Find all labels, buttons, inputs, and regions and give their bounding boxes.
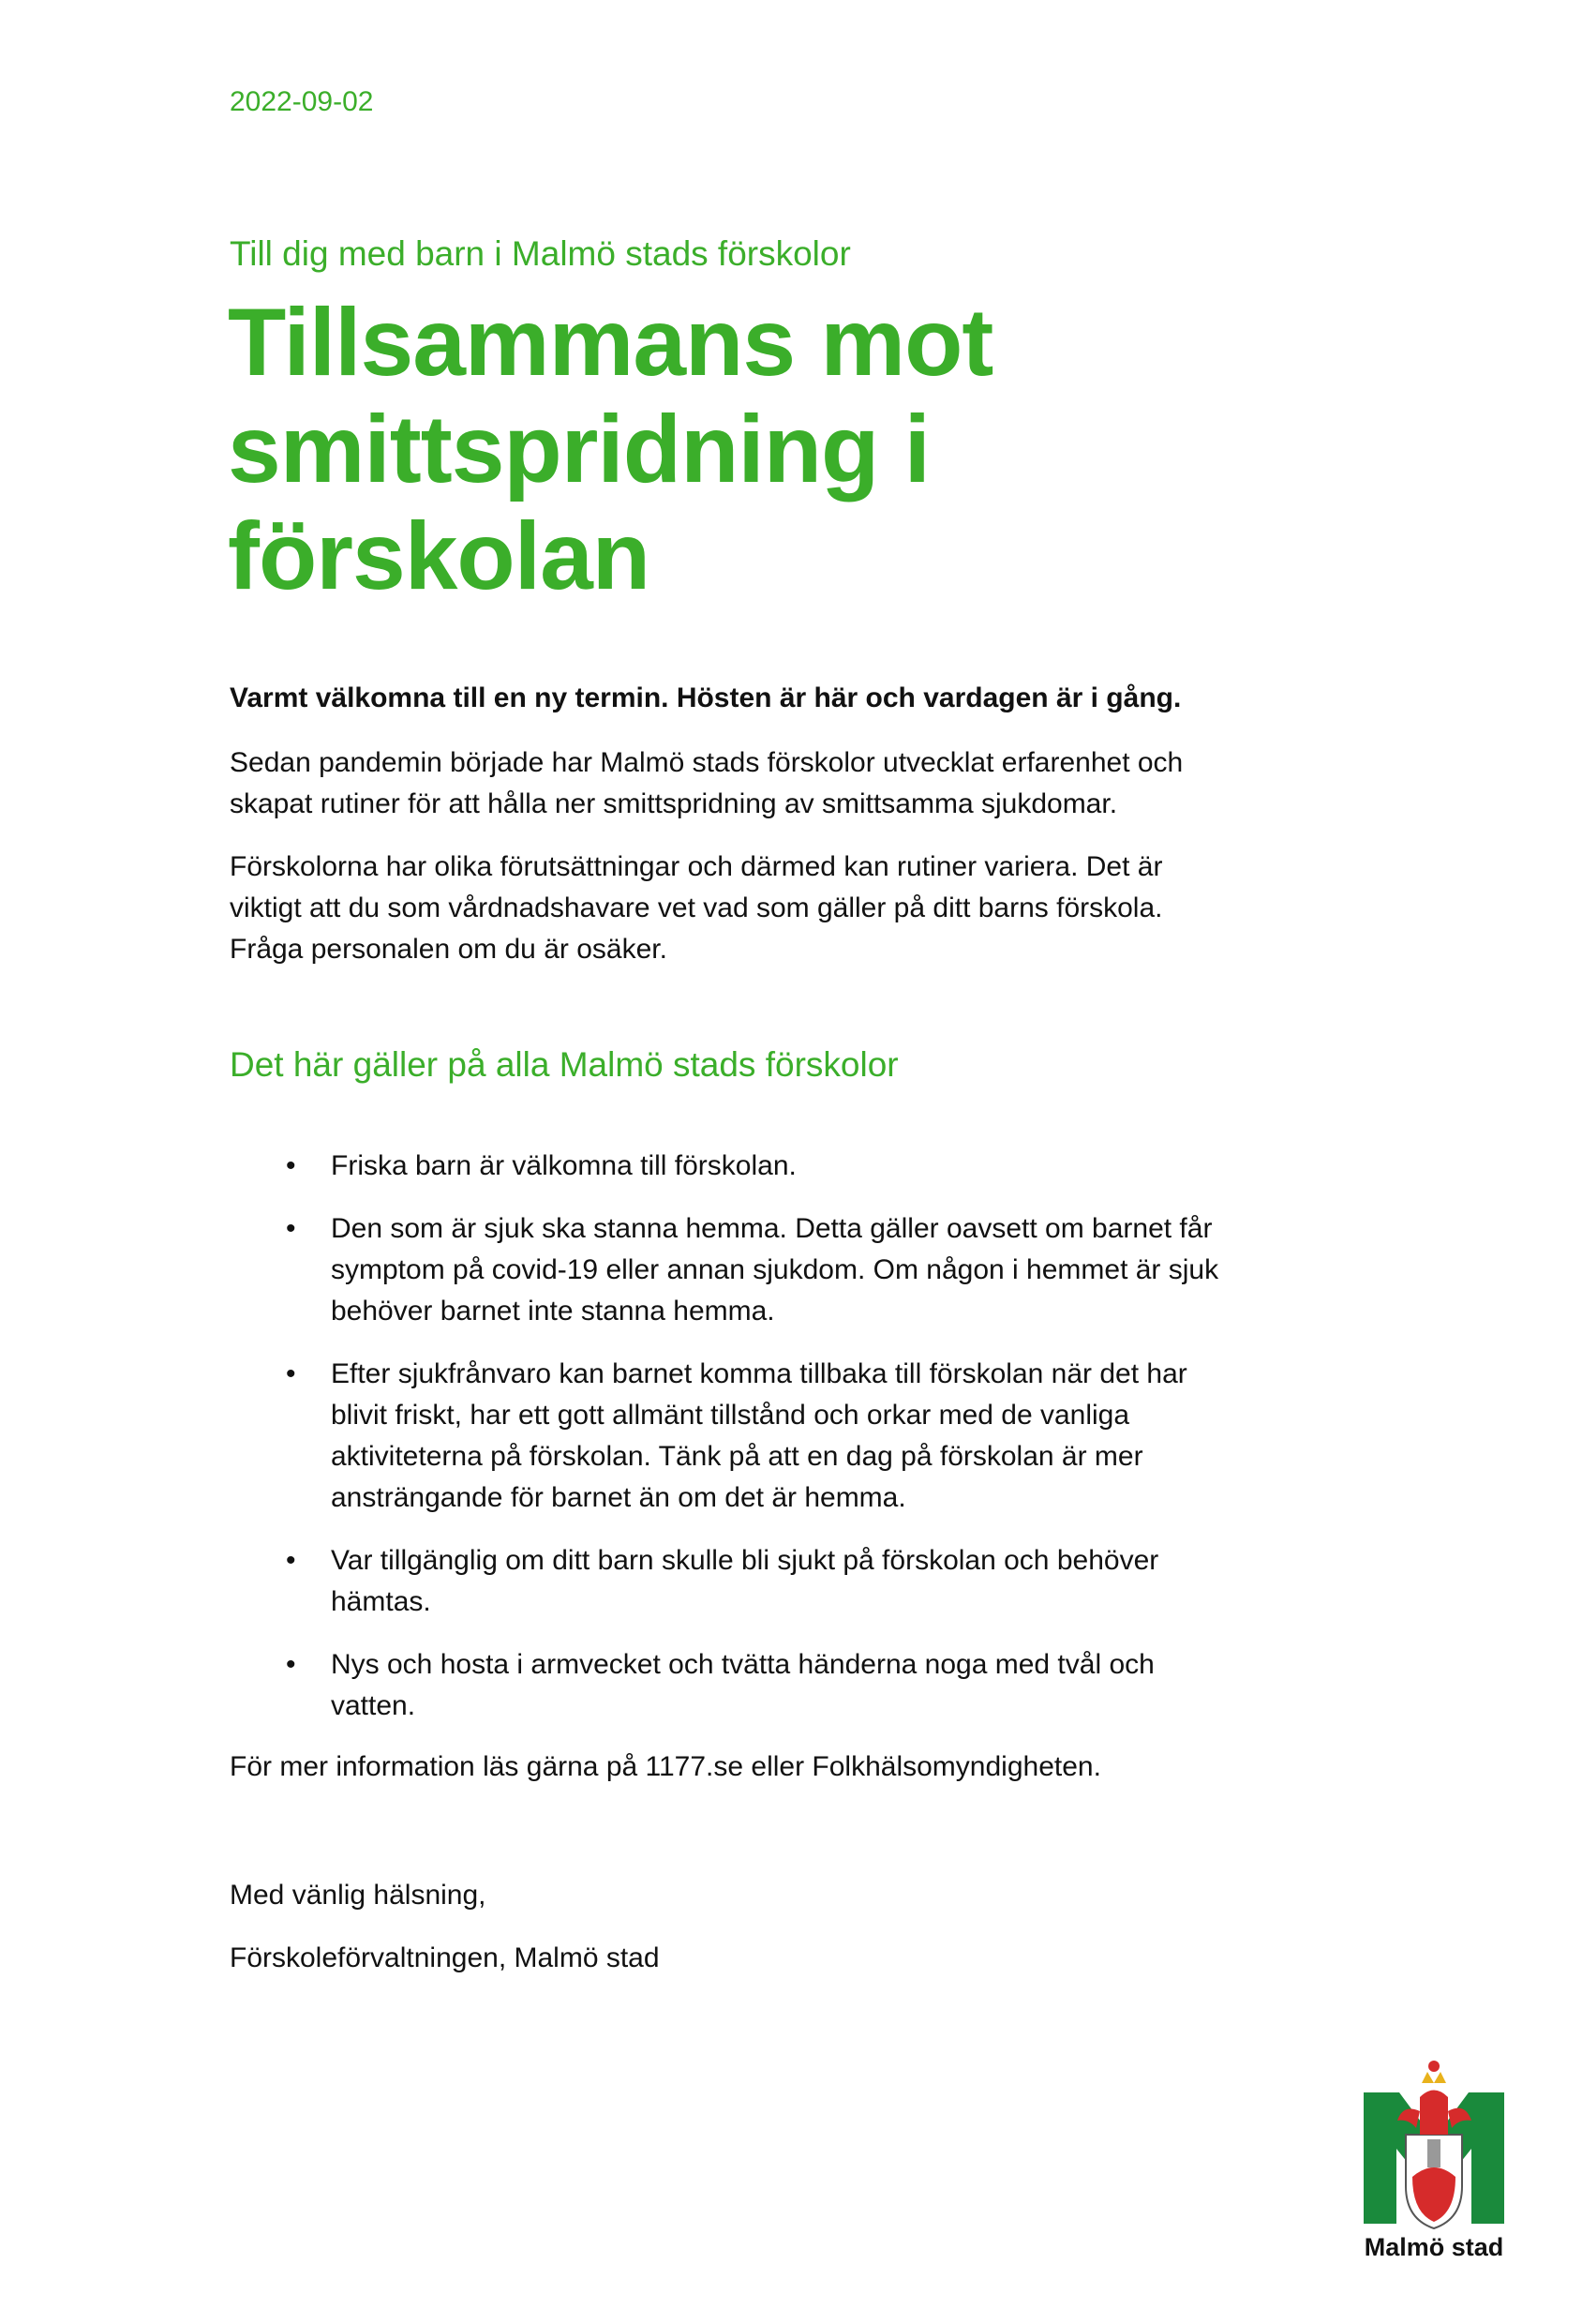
rule-line: Friska barn är välkomna till förskolan. — [331, 1150, 797, 1181]
rule-line: Efter sjukfrånvaro kan barnet komma tillbaka till förskolan när det har — [331, 1358, 1187, 1389]
rule-line: hämtas. — [331, 1586, 431, 1617]
conditions-line: Fråga personalen om du är osäker. — [230, 934, 667, 965]
rule-item — [286, 1540, 1298, 1623]
lead-paragraph: Varmt välkomna till en ny termin. Hösten är här och vardagen är i gång. — [230, 682, 1182, 713]
section-heading: Det här gäller på alla Malmö stads förskolor — [230, 1045, 899, 1084]
intro-line: skapat rutiner för att hålla ner smittspridning av smittsamma sjukdomar. — [230, 788, 1118, 819]
rule-line: Den som är sjuk ska stanna hemma. Detta gäller oavsett om barnet får — [331, 1213, 1213, 1244]
greeting: Med vänlig hälsning, — [230, 1880, 486, 1911]
malmo-stad-logo — [1354, 2046, 1514, 2271]
document-title — [228, 289, 1352, 609]
title-line-1: Tillsammans mot — [228, 289, 993, 396]
logo-text: Malmö stad — [1364, 2233, 1504, 2261]
intro-line: Sedan pandemin började har Malmö stads förskolor utvecklat erfarenhet och — [230, 747, 1184, 778]
rule-line: symptom på covid-19 eller annan sjukdom. Om någon i hemmet är sjuk — [331, 1254, 1219, 1285]
rule-line: blivit friskt, har ett gott allmänt tillstånd och orkar med de vanliga — [331, 1400, 1130, 1431]
rule-line: vatten. — [331, 1690, 416, 1721]
rule-line: Var tillgänglig om ditt barn skulle bli sjukt på förskolan och behöver — [331, 1545, 1159, 1576]
rule-item — [286, 1354, 1298, 1519]
rule-item — [286, 1146, 1298, 1187]
bullet-icon: • — [286, 1358, 296, 1389]
document-subtitle: Till dig med barn i Malmö stads förskolor — [230, 234, 851, 273]
bullet-icon: • — [286, 1649, 296, 1680]
bullet-icon: • — [286, 1213, 296, 1244]
rule-item — [286, 1644, 1298, 1727]
coat-of-arms-icon — [1354, 2046, 1514, 2233]
rule-line: behöver barnet inte stanna hemma. — [331, 1296, 775, 1327]
rule-line: Nys och hosta i armvecket och tvätta händerna noga med tvål och — [331, 1649, 1155, 1680]
bullet-icon: • — [286, 1545, 296, 1576]
bullet-icon: • — [286, 1150, 296, 1181]
document-date: 2022-09-02 — [230, 86, 374, 117]
info-text: För mer information läs gärna på 1177.se eller Folkhälsomyndigheten. — [230, 1751, 1101, 1782]
intro-paragraph — [230, 742, 1307, 825]
sender: Förskoleförvaltningen, Malmö stad — [230, 1942, 660, 1973]
rule-line: ansträngande för barnet än om det är hemma. — [331, 1482, 906, 1513]
title-line-3: förskolan — [228, 502, 650, 609]
rule-item — [286, 1208, 1298, 1332]
conditions-line: Förskolorna har olika förutsättningar och därmed kan rutiner variera. Det är — [230, 851, 1163, 882]
conditions-line: viktigt att du som vårdnadshavare vet vad som gäller på ditt barns förskola. — [230, 892, 1163, 923]
title-line-2: smittspridning i — [228, 396, 930, 502]
rules-list — [286, 1146, 1298, 1748]
rule-line: aktiviteterna på förskolan. Tänk på att en dag på förskolan är mer — [331, 1441, 1143, 1472]
conditions-paragraph — [230, 847, 1307, 970]
